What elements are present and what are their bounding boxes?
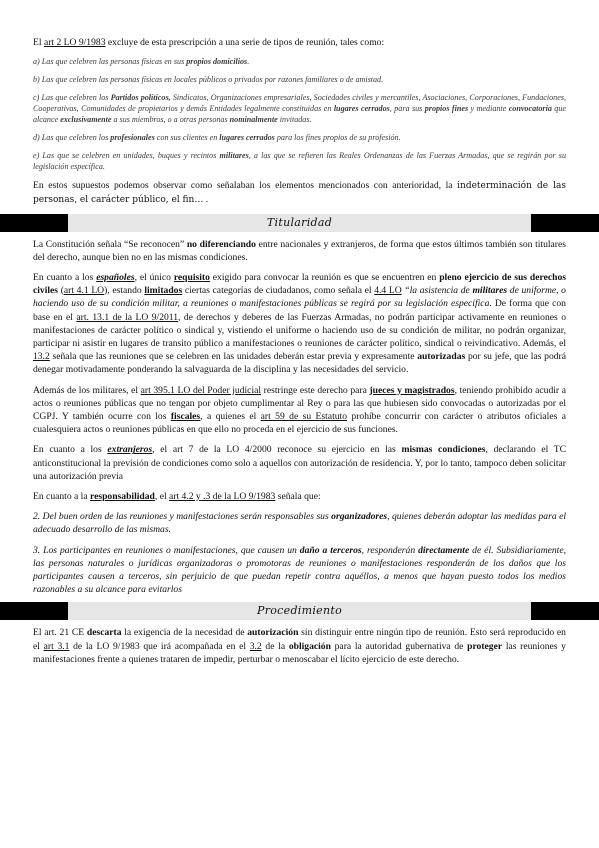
list-item-e: e) Las que se celebren en unidades, buques y recintos militares, a las que se refieren las Reales Ordenanzas de las Fuerzas Armadas, que se regirán por su legislación específica. <box>33 151 566 172</box>
section-title: Titularidad <box>266 215 333 229</box>
section-title: Procedimiento <box>257 604 342 618</box>
quote-item-3: 3. Los participantes en reuniones o manifestaciones, que causen un daño a terceros, responderán directamente de él. Subsidiariamente, las personas naturales o jurídicas organizadoras o promotoras de reuniones o manifestaciones responderán de los daños que los participantes causen a terceros, sin perjuicio de que puedan repetir contra aquéllos, a menos que hayan puesto todos los medios razonables a su alcance para evitarlos <box>33 544 566 596</box>
text: excluye de esta prescripción a una serie de tipos de reunión, tales como: <box>105 37 385 48</box>
list-item-c: c) Las que celebren los Partidos políticos, Sindicatos, Organizaciones empresariales, Sociedades civiles y mercantiles, Asociaciones, Corporaciones, Fundaciones, Cooperativas, Comunidades de propietarios y demás Entidades legalmente constituidas en lugares cerrados, para sus propios fines y mediante convocatoria que alcance exclusivamente a sus miembros, o a otras personas nominalmente invitadas. <box>33 93 566 125</box>
quote-item-2: 2. Del buen orden de las reuniones y manifestaciones serán responsables sus organizadores, quienes deberán adoptar las medidas para el adecuado desarrollo de las mismas. <box>33 511 566 536</box>
paragraph-militares-jueces: Además de los militares, el art 395.1 LO del Poder judicial restringe este derecho para jueces y magistrados, teniendo prohibido acudir a actos o reuniones públicas que no tengan por objeto cumplimentar al Rey o para las que hubiesen sido convocadas o autorizadas por el CGPJ. Y también ocurre con los fiscales, a quienes el art 59 de su Estatuto prohíbe concurrir con carácter o atributos oficiales a cualesquiera actos o reuniones públicas en que ello no proceda en el ejercicio de sus funciones. <box>33 384 566 436</box>
summary-paragraph: En estos supuestos podemos observar como señalaban los elementos mencionados con anterioridad, la indeterminación de las personas, el carácter público, el fin… . <box>33 180 566 206</box>
paragraph-extranjeros: En cuanto a los extranjeros, el art 7 de la LO 4/2000 reconoce su ejercicio en las mismas condiciones, declarando el TC anticonstitucional la previsión de condiciones como solo a aquellos con autorización de residencia. Y, por lo tanto, tampoco deben solicitar una autorización previa <box>33 444 567 482</box>
section-banner-procedimiento <box>0 602 599 620</box>
section-banner-titularidad <box>0 214 599 232</box>
banner-right-block <box>531 602 599 620</box>
list-item-d: d) Las que celebren los profesionales con sus clientes en lugares cerrados para los fines propios de su profesión. <box>33 133 401 143</box>
paragraph-procedimiento: El art. 21 CE descarta la exigencia de la necesidad de autorización sin distinguir entre ningún tipo de reunión. Esto será reproducido en el art 3.1 de la LO 9/1983 que irá acompañada en el 3.2 de la obligación para la autoridad gubernativa de proteger las reuniones y manifestaciones frente a quienes trataren de impedir, perturbar o menoscabar el lícito ejercicio de este derecho. <box>33 627 566 665</box>
banner-right-block <box>531 214 599 232</box>
text: El <box>33 37 44 48</box>
list-item-b: b) Las que celebren las personas físicas en locales públicos o privados por razones familiares o de amistad. <box>33 75 384 85</box>
paragraph-responsabilidad: En cuanto a la responsabilidad, el art 4.2 y .3 de la LO 9/1983 señala que: <box>33 491 321 503</box>
paragraph-constitucion: La Constitución señala “Se reconocen” no diferenciando entre nacionales y extranjeros, de forma que estos últimos también son titulares del derecho, aunque bien no en las mismas condiciones. <box>33 238 566 263</box>
list-item-a: a) Las que celebren las personas físicas en sus propios domicilios. <box>33 57 250 67</box>
law-reference: art 2 LO 9/1983 <box>43 37 106 48</box>
intro-paragraph <box>33 36 566 49</box>
paragraph-espanoles: En cuanto a los españoles, el único requisito exigido para convocar la reunión es que se encuentren en pleno ejercicio de sus derechos civiles (art 4.1 LO), estando limitados ciertas categorías de ciudadanos, como señala el 4.4 LO “la asistencia de militares de uniforme, o haciendo uso de su condición militar, a reuniones o manifestaciones públicas se regirá por su legislación específica. De forma que con base en el art. 13.1 de la LO 9/2011, de derechos y deberes de las Fuerzas Armadas, no podrán participar activamente en reuniones o manifestaciones de carácter político o sindical y, vistiendo el uniforme o haciendo uso de su condición de militar, no podrán organizar, participar ni asistir en lugares de transito público a manifestaciones o reuniones de carácter político, sindical o reivindicativo. Además, el 13.2 señala que las reuniones que se celebren en las unidades deberán estar previa y expresamente autorizadas por su jefe, que las podrá denegar motivadamente ponderando la salvaguarda de la disciplina y las necesidades del servicio. <box>33 272 566 376</box>
